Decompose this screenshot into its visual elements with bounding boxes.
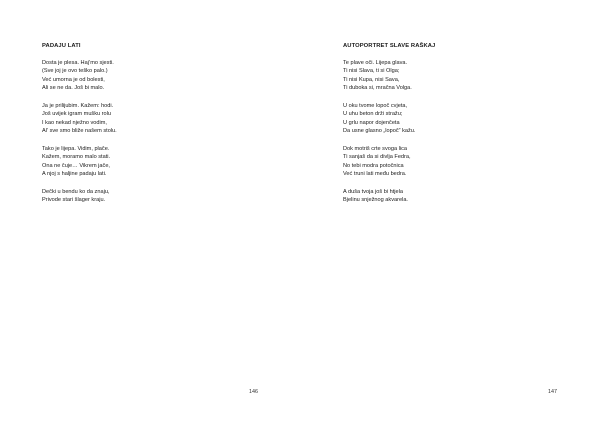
poem-title: AUTOPORTRET SLAVE RAŠKAJ [343, 43, 436, 49]
verse-line: Dečki u bendu ko da znaju, [42, 188, 110, 195]
verse-line: Ali se ne da. Još bi malo. [42, 85, 105, 92]
stanza [343, 145, 435, 179]
verse-line: Da usne glasno „lopoč” kažu. [343, 128, 416, 135]
poem-padaju-lati [42, 42, 117, 213]
verse-line: Dok motriš crte svoga lica [343, 145, 408, 152]
stanza [343, 59, 435, 93]
verse-line: A duša tvoja još bi htjela [343, 188, 404, 195]
stanza [343, 188, 435, 205]
verse-line: A njoj s haljine padaju lati. [42, 171, 107, 178]
verse-line: Ti nisi Kupa, nisi Sava, [343, 76, 400, 83]
verse-line: U grlu napor dojenčeta [343, 119, 400, 126]
right-page [300, 0, 600, 423]
stanza [343, 102, 435, 136]
poem-title: PADAJU LATI [42, 43, 81, 49]
poem-autoportret-slave-raskaj [343, 42, 435, 213]
verse-line: Već truni lati među bedra. [343, 171, 407, 178]
verse-line: I kao nekad nježno vodim, [42, 119, 107, 126]
stanza [42, 188, 117, 205]
page-number: 147 [548, 389, 557, 395]
stanza [42, 59, 117, 93]
verse-line: U uhu beton drži stražu; [343, 111, 403, 118]
verse-line: Ti duboka si, mračna Volga. [343, 85, 412, 92]
verse-line: Te plave oči. Lijepa glava. [343, 59, 408, 66]
verse-line: Već umorna je od bolesti, [42, 76, 105, 83]
stanza [42, 145, 117, 179]
verse-line: Ti nisi Slava, ti si Olga; [343, 68, 400, 75]
verse-line: Ja je prilijubim. Kažem: hodi. [42, 102, 114, 109]
verse-line: Tako je lijepa. Vidim, plače. [42, 145, 110, 152]
verse-line: Privode stari šlager kraju. [42, 197, 106, 204]
stanza [42, 102, 117, 136]
verse-line: U oku tvome lopoč cvjeta, [343, 102, 408, 109]
verse-line: Još uvijek igram mušku rolu [42, 111, 112, 118]
page-number: 146 [249, 389, 258, 395]
verse-line: Ona ne čuje… Vikrem jače, [42, 162, 110, 169]
verse-line: Kažem, moramo malo stati. [42, 154, 111, 161]
verse-line: Al’ sve smo bliže našem stolu. [42, 128, 117, 135]
verse-line: Bjelinu snježnog akvarela. [343, 197, 408, 204]
verse-line: Ti sanjaš da si divlja Fedra, [343, 154, 411, 161]
verse-line: Dosta je plesa. Haj’mo sjesti. [42, 59, 114, 66]
verse-line: No tebi modra potočnica [343, 162, 404, 169]
verse-line: (Sve joj je ovo teško palo.) [42, 68, 108, 75]
